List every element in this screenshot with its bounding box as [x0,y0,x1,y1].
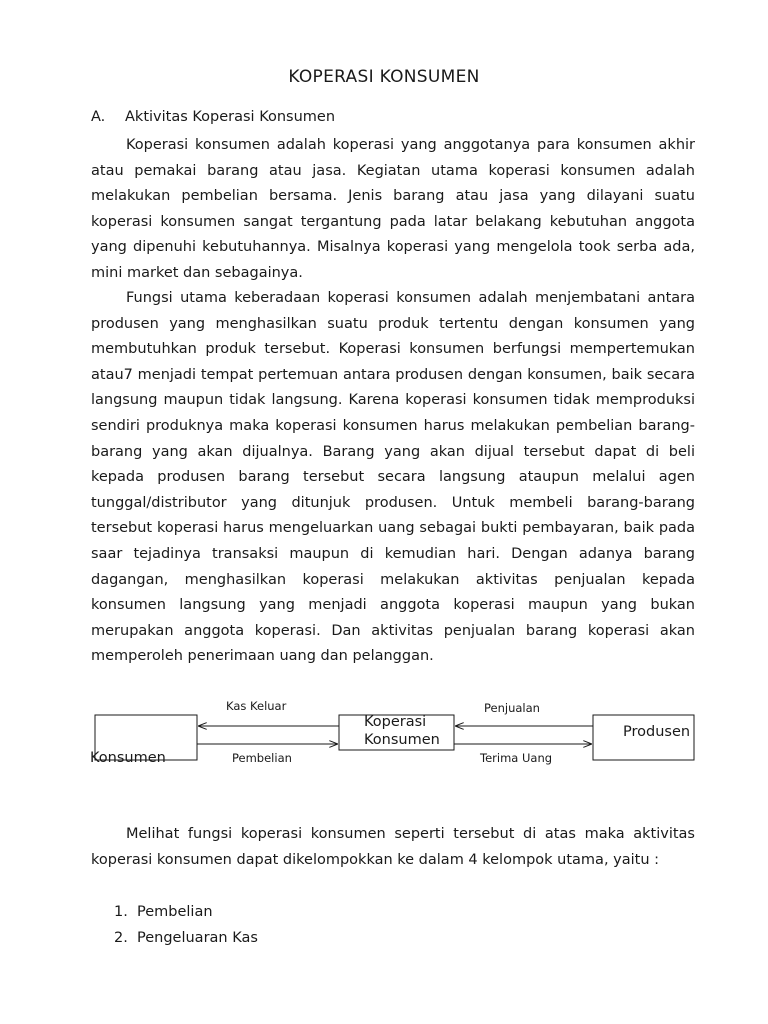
list-item-number: 1. [114,904,128,920]
koperasi-box-line2: Konsumen [364,732,440,748]
terima-uang-label: Terima Uang [480,751,553,765]
paragraph-1: Koperasi konsumen adalah koperasi yang anggotanya para konsumen akhir atau pemakai barang atau jasa. Kegiatan utama koperasi konsumen adalah melakukan pembelian bersama. Jenis barang atau jasa yang dilayani suatu koperasi konsumen sangat tergantung pada latar belakang kebutuhan anggota yang dipenuhi kebutuhannya. Misalnya koperasi yang mengelola took serba ada, mini market dan sebagainya. [91,137,695,281]
section-heading [91,109,335,125]
produsen-box-label: Produsen [623,724,691,740]
list-item-label: Pembelian [137,904,213,920]
list-item-number: 2. [114,930,128,946]
activity-list [114,899,258,951]
flow-diagram [0,696,768,776]
koperasi-box-line1: Koperasi [364,714,427,730]
list-item [114,899,258,925]
penjualan-label: Penjualan [484,701,540,715]
kas-keluar-label: Kas Keluar [226,699,287,713]
list-item [114,925,258,951]
pembelian-label: Pembelian [232,751,292,765]
list-item-label: Pengeluaran Kas [137,930,258,946]
section-title: Aktivitas Koperasi Konsumen [125,109,336,125]
document-title: KOPERASI KONSUMEN [288,67,480,87]
paragraph-3: Melihat fungsi koperasi konsumen seperti tersebut di atas maka aktivitas koperasi konsumen dapat dikelompokkan ke dalam 4 kelompok utama, yaitu : [91,826,695,868]
section-number: A. [91,109,106,125]
paragraph-2: Fungsi utama keberadaan koperasi konsumen adalah menjembatani antara produsen yang menghasilkan suatu produk tertentu dengan konsumen yang membutuhkan produk tersebut. Koperasi konsumen berfungsi mempertemukan atau7 menjadi tempat pertemuan antara produsen dengan konsumen, baik secara langsung maupun tidak langsung. Karena koperasi konsumen tidak memproduksi sendiri produknya maka koperasi konsumen harus melakukan pembelian barang-barang yang akan dijualnya. Barang yang akan dijual tersebut dapat di beli kepada produsen barang tersebut secara langsung ataupun melalui agen tunggal/distributor yang ditunjuk produsen. Untuk membeli barang-barang tersebut koperasi harus mengeluarkan uang sebagai bukti pembayaran, baik pada saar tejadinya transaksi maupun di kemudian hari. Dengan adanya barang dagangan, menghasilkan koperasi melakukan aktivitas penjualan kepada konsumen langsung yang menjadi anggota koperasi maupun yang bukan merupakan anggota koperasi. Dan aktivitas penjualan barang koperasi akan memperoleh penerimaan uang dan pelanggan. [91,290,695,665]
konsumen-box-label: Konsumen [90,750,166,766]
